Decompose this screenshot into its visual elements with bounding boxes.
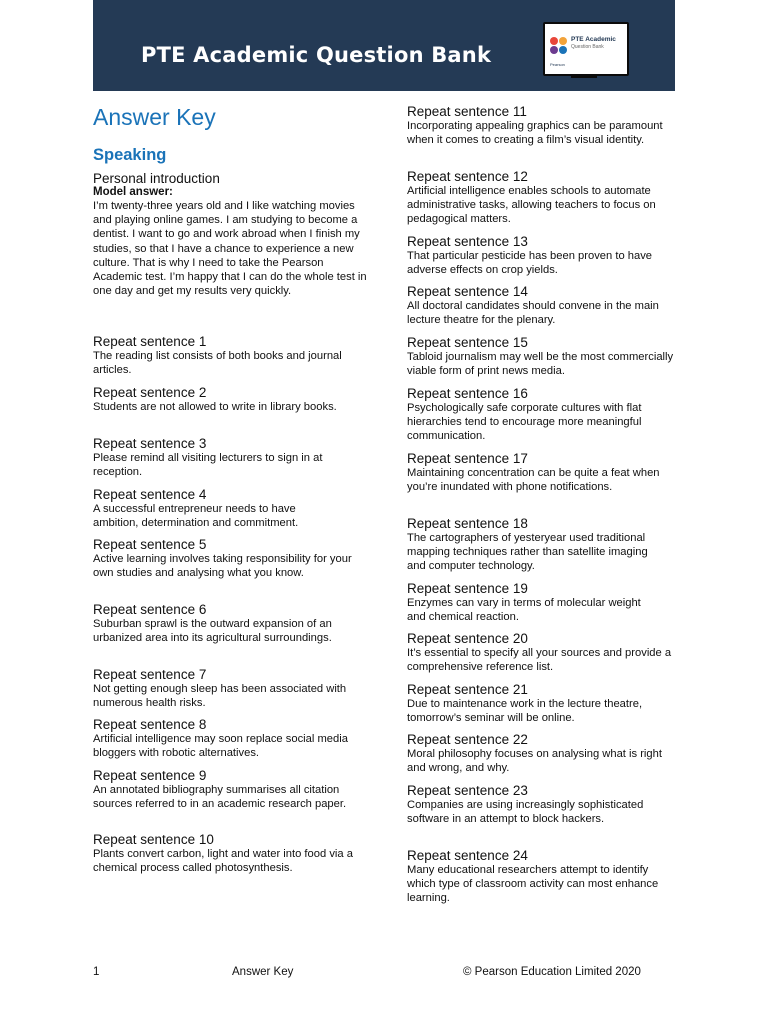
item-title: Repeat sentence 19 <box>407 581 528 596</box>
item-text: An annotated bibliography summarises all citation sources referred to in an academic research paper. <box>93 784 347 811</box>
item-title: Repeat sentence 24 <box>407 848 528 863</box>
item-title: Repeat sentence 16 <box>407 386 528 401</box>
right-item-20 <box>407 631 679 674</box>
item-title: Repeat sentence 20 <box>407 631 528 646</box>
item-text: Incorporating appealing graphics can be paramount when it comes to creating a film’s visual identity. <box>407 120 663 147</box>
monitor-subtitle: Question Bank <box>571 44 604 50</box>
left-item-8 <box>93 717 363 760</box>
banner-title: PTE Academic Question Bank <box>141 43 492 67</box>
item-text: Plants convert carbon, light and water into food via a chemical process called photosynthesis. <box>93 848 353 875</box>
item-text: The reading list consists of both books and journal articles. <box>93 350 342 377</box>
item-title: Repeat sentence 11 <box>407 104 527 119</box>
item-title: Repeat sentence 12 <box>407 169 528 184</box>
item-text: Please remind all visiting lecturers to sign in at reception. <box>93 452 323 479</box>
left-item-1 <box>93 334 363 377</box>
item-title: Repeat sentence 17 <box>407 451 528 466</box>
right-item-15 <box>407 335 677 378</box>
item-title: Repeat sentence 13 <box>407 234 528 249</box>
item-title: Repeat sentence 8 <box>93 717 207 732</box>
item-text: Artificial intelligence enables schools to automate administrative tasks, allowing teachers to focus on pedagogical matters. <box>407 185 656 226</box>
right-item-22 <box>407 732 679 775</box>
right-item-17 <box>407 451 677 494</box>
monitor-stand <box>571 74 597 78</box>
item-text: Moral philosophy focuses on analysing what is right and wrong, and why. <box>407 748 662 775</box>
left-item-5 <box>93 537 361 580</box>
item-text: All doctoral candidates should convene in the main lecture theatre for the plenary. <box>407 300 659 327</box>
item-text: Enzymes can vary in terms of molecular weight and chemical reaction. <box>407 597 641 624</box>
item-title: Repeat sentence 15 <box>407 335 528 350</box>
item-title: Repeat sentence 22 <box>407 732 528 747</box>
left-item-4 <box>93 487 343 530</box>
monitor-title: PTE Academic <box>571 36 616 43</box>
item-text: Artificial intelligence may soon replace social media bloggers with robotic alternatives. <box>93 733 348 760</box>
personal-title: Personal introduction <box>93 171 220 186</box>
left-item-9 <box>93 768 353 811</box>
personal-introduction <box>93 171 371 298</box>
monitor-brand: Pearson <box>550 62 565 67</box>
right-item-19 <box>407 581 657 624</box>
footer-copyright: © Pearson Education Limited 2020 <box>463 966 641 978</box>
right-item-21 <box>407 682 657 725</box>
right-item-11 <box>407 104 669 147</box>
item-text: That particular pesticide has been proven to have adverse effects on crop yields. <box>407 250 653 277</box>
right-item-23 <box>407 783 669 826</box>
item-title: Repeat sentence 1 <box>93 334 207 349</box>
footer-label: Answer Key <box>232 966 294 978</box>
item-title: Repeat sentence 2 <box>93 385 207 400</box>
item-text: Students are not allowed to write in library books. <box>93 401 337 413</box>
pearson-logo-icon <box>550 37 568 55</box>
item-title: Repeat sentence 9 <box>93 768 207 783</box>
item-text: Active learning involves taking responsibility for your own studies and analysing what you know. <box>93 553 352 580</box>
right-item-13 <box>407 234 677 277</box>
item-title: Repeat sentence 23 <box>407 783 528 798</box>
item-title: Repeat sentence 21 <box>407 682 528 697</box>
item-text: Many educational researchers attempt to identify which type of classroom activity can most enhance learning. <box>407 864 659 905</box>
item-text: Due to maintenance work in the lecture theatre, tomorrow’s seminar will be online. <box>407 698 643 725</box>
right-item-14 <box>407 284 679 327</box>
item-text: Maintaining concentration can be quite a feat when you’re inundated with phone notifications. <box>407 467 660 494</box>
footer-page-number: 1 <box>93 966 100 978</box>
item-text: Tabloid journalism may well be the most commercially viable form of print news media. <box>407 351 674 378</box>
item-title: Repeat sentence 3 <box>93 436 207 451</box>
header-banner <box>93 0 675 91</box>
item-text: Suburban sprawl is the outward expansion of an urbanized area into its agricultural surroundings. <box>93 618 332 645</box>
left-item-6 <box>93 602 361 645</box>
item-title: Repeat sentence 5 <box>93 537 207 552</box>
item-title: Repeat sentence 6 <box>93 602 207 617</box>
model-answer-label: Model answer: <box>93 186 173 198</box>
left-item-10 <box>93 832 353 875</box>
item-text: It’s essential to specify all your sources and provide a comprehensive reference list. <box>407 647 672 674</box>
item-text: The cartographers of yesteryear used traditional mapping techniques rather than satellite imaging and computer technology. <box>407 532 648 573</box>
personal-text: I’m twenty-three years old and I like watching movies and playing online games. I am studying to become a dentist. I want to go and work abroad when I finish my studies, so that I have a chance to experience a new culture. That is why I need to take the Pearson Academic test. I’m happy that I can do the whole test in one day and get my results very quickly. <box>93 200 367 298</box>
item-text: Not getting enough sleep has been associated with numerous health risks. <box>93 683 347 710</box>
item-text: Companies are using increasingly sophisticated software in an attempt to block hackers. <box>407 799 644 826</box>
right-item-18 <box>407 516 657 574</box>
page-title: Answer Key <box>93 104 216 130</box>
item-title: Repeat sentence 4 <box>93 487 207 502</box>
item-text: A successful entrepreneur needs to have ambition, determination and commitment. <box>93 503 299 530</box>
right-item-16 <box>407 386 667 444</box>
item-text: Psychologically safe corporate cultures with flat hierarchies tend to encourage more meaningful communication. <box>407 402 642 443</box>
item-title: Repeat sentence 7 <box>93 667 207 682</box>
item-title: Repeat sentence 18 <box>407 516 528 531</box>
right-item-24 <box>407 848 669 906</box>
left-item-3 <box>93 436 368 479</box>
left-item-2 <box>93 385 343 414</box>
left-item-7 <box>93 667 363 710</box>
section-title: Speaking <box>93 146 167 164</box>
item-title: Repeat sentence 14 <box>407 284 528 299</box>
monitor-illustration <box>543 22 629 76</box>
item-title: Repeat sentence 10 <box>93 832 214 847</box>
right-item-12 <box>407 169 657 227</box>
